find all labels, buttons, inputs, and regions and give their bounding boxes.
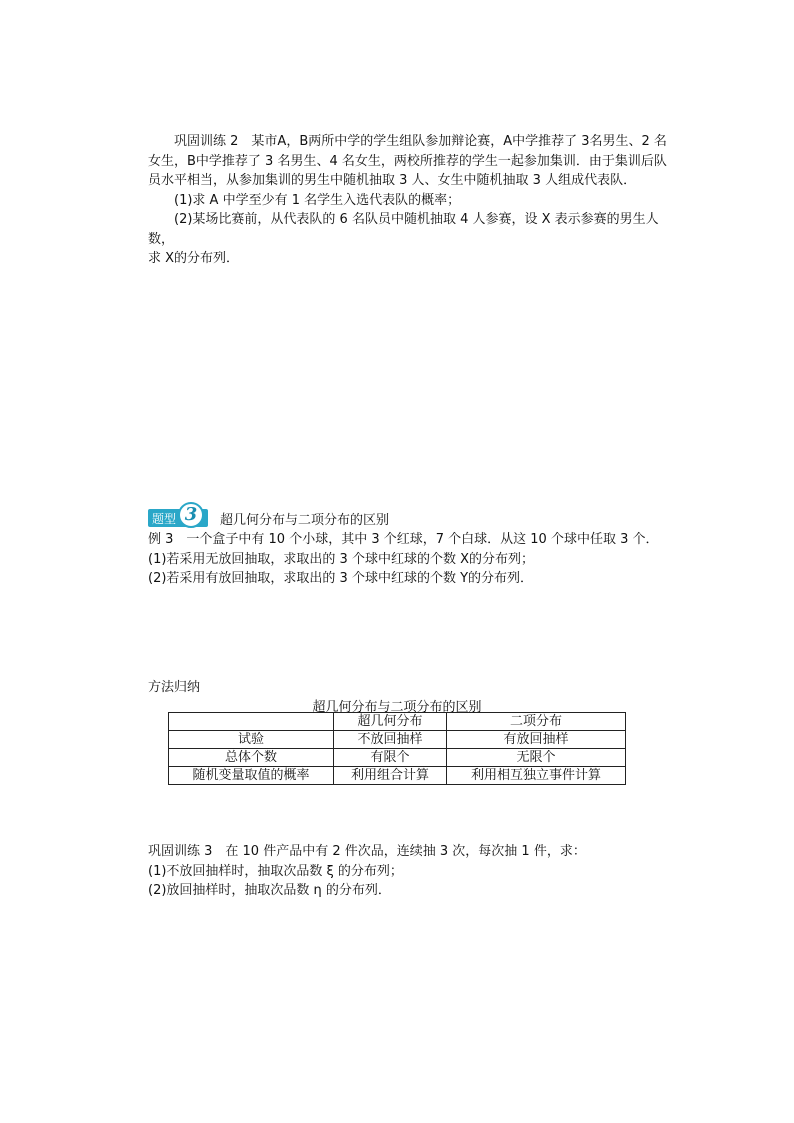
exercise-3-stem: 巩固训练 3 在 10 件产品中有 2 件次品，连续抽 3 次，每次抽 1 件，求： [148, 844, 586, 859]
section-3-title: 超几何分布与二项分布的区别 [220, 512, 390, 528]
exercise-3-question-2: (2)放回抽样时，抽取次品数 η 的分布列． [148, 883, 391, 898]
table-row [169, 731, 626, 749]
exercise-3-question-1: (1)不放回抽样时，抽取次品数 ξ 的分布列； [148, 863, 403, 879]
example-3 [148, 530, 668, 589]
exercise-2-stem-line-3: 员水平相当，从参加集训的男生中随机抽取 3 人、女生中随机抽取 3 人组成代表队． [148, 173, 637, 188]
section-badge [148, 504, 208, 527]
table-header-row [169, 713, 626, 731]
section-badge-number: 3 [178, 502, 204, 528]
table-header-cell: 超几何分布 [334, 713, 447, 731]
table-row [169, 767, 626, 785]
comparison-table-caption: 超几何分布与二项分布的区别 [312, 700, 482, 715]
example-3-question-2: (2)若采用有放回抽取，求取出的 3 个球中红球的个数 Y的分布列． [148, 571, 534, 586]
section-3-header [148, 504, 390, 528]
table-cell: 利用组合计算 [334, 767, 447, 785]
table-cell: 不放回抽样 [334, 731, 447, 749]
exercise-2-question-2-line-2: 求 X的分布列． [148, 251, 240, 266]
section-badge-text: 题型 [152, 511, 177, 526]
table-header-cell: 二项分布 [447, 713, 626, 731]
table-row [169, 749, 626, 767]
table-cell: 无限个 [447, 749, 626, 767]
exercise-2-stem-line-2: 女生，B中学推荐了 3 名男生、4 名女生，两校所推荐的学生一起参加集训．由于集训后队 [148, 153, 667, 169]
exercise-2-stem-line-1: 巩固训练 2 某市A，B两所中学的学生组队参加辩论赛，A中学推荐了 3名男生、2 名 [174, 134, 667, 149]
exercise-3 [148, 842, 668, 901]
exercise-2-question-1: (1)求 A 中学至少有 1 名学生入选代表队的概率； [174, 192, 461, 208]
table-cell: 总体个数 [169, 749, 334, 767]
example-3-stem: 例 3 一个盒子中有 10 个小球，其中 3 个红球，7 个白球．从这 10 个球中任取 3 个． [148, 532, 659, 547]
exercise-2-label: 巩固训练 2 [174, 134, 239, 149]
exercise-2-question-2-line-1: (2)某场比赛前，从代表队的 6 名队员中随机抽取 4 人参赛，设 X 表示参赛的男生人数， [148, 212, 659, 247]
table-cell: 随机变量取值的概率 [169, 767, 334, 785]
table-header-cell [169, 713, 334, 731]
exercise-2 [148, 132, 668, 269]
table-cell: 有限个 [334, 749, 447, 767]
table-cell: 有放回抽样 [447, 731, 626, 749]
method-summary-label: 方法归纳 [148, 680, 201, 695]
table-cell: 试验 [169, 731, 334, 749]
example-3-question-1: (1)若采用无放回抽取，求取出的 3 个球中红球的个数 X的分布列； [148, 551, 534, 567]
table-cell: 利用相互独立事件计算 [447, 767, 626, 785]
comparison-table [168, 712, 626, 785]
